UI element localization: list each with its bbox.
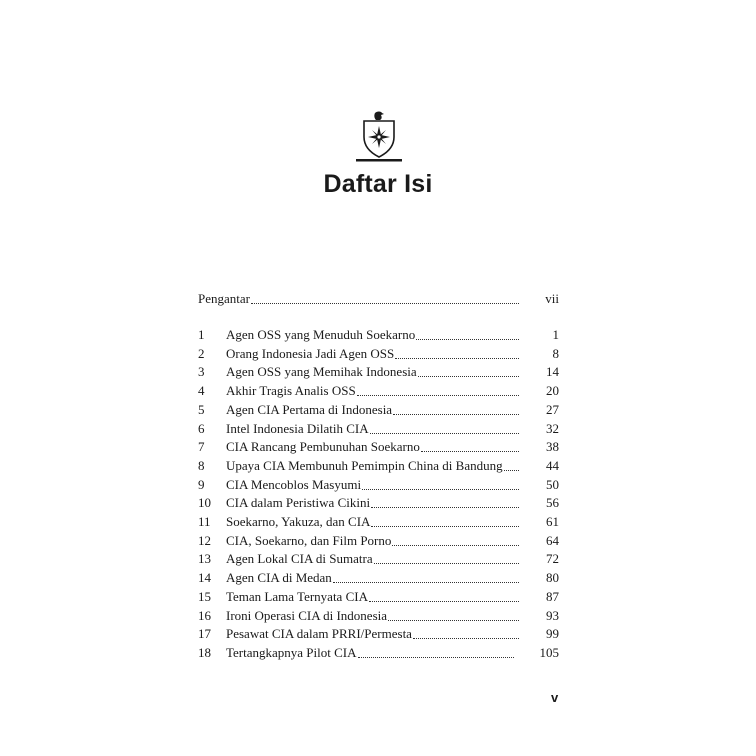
chapter-page: 38 xyxy=(546,439,559,455)
dot-leader xyxy=(413,638,519,639)
chapter-title: Upaya CIA Membunuh Pemimpin China di Bandung xyxy=(226,457,503,473)
chapter-page: 8 xyxy=(552,345,559,361)
chapter-title: Agen OSS yang Menuduh Soekarno xyxy=(226,327,416,342)
chapter-number: 17 xyxy=(198,626,211,642)
dot-leader xyxy=(371,507,519,508)
dot-leader xyxy=(374,563,519,564)
chapter-page: 80 xyxy=(546,570,559,586)
dot-leader xyxy=(392,545,519,546)
chapter-title: Agen Lokal CIA di Sumatra xyxy=(226,551,373,567)
chapter-title: Tertangkapnya Pilot CIA xyxy=(226,644,357,660)
toc-row xyxy=(198,476,559,494)
chapter-number: 10 xyxy=(198,495,211,511)
chapter-page: 61 xyxy=(546,514,559,529)
chapter-title: Intel Indonesia Dilatih CIA xyxy=(226,420,369,436)
toc-row xyxy=(198,513,559,531)
chapter-number: 11 xyxy=(198,514,211,529)
chapter-page: 56 xyxy=(546,495,559,511)
page-number: v xyxy=(551,690,559,705)
toc-row xyxy=(198,363,559,381)
preface-page: vii xyxy=(545,291,559,306)
toc-row xyxy=(198,382,559,400)
toc-row xyxy=(198,569,559,587)
dot-leader xyxy=(371,526,519,527)
toc-row xyxy=(198,326,559,344)
eagle-shield-emblem-icon xyxy=(356,110,402,162)
dot-leader xyxy=(395,358,519,359)
toc-row xyxy=(198,532,559,550)
chapter-number: 4 xyxy=(198,383,205,399)
toc-row xyxy=(198,494,559,512)
toc-row xyxy=(198,401,559,419)
toc-row xyxy=(198,345,559,363)
chapter-title: Ironi Operasi CIA di Indonesia xyxy=(226,607,388,623)
chapter-number: 8 xyxy=(198,457,205,473)
chapter-title: Orang Indonesia Jadi Agen OSS xyxy=(226,345,395,361)
chapter-title: Agen CIA Pertama di Indonesia xyxy=(226,401,393,417)
chapter-title: Akhir Tragis Analis OSS xyxy=(226,383,356,399)
chapter-number: 2 xyxy=(198,345,205,361)
chapter-page: 99 xyxy=(546,626,559,642)
chapter-title: CIA dalam Peristiwa Cikini xyxy=(226,495,371,511)
dot-leader xyxy=(362,489,519,490)
toc-row xyxy=(198,644,559,662)
toc-row xyxy=(198,625,559,643)
chapter-page: 1 xyxy=(552,327,559,342)
toc-row xyxy=(198,588,559,606)
toc-row xyxy=(198,438,559,456)
chapter-page: 64 xyxy=(546,532,559,548)
dot-leader xyxy=(416,339,519,340)
dot-leader xyxy=(418,376,519,377)
chapter-number: 12 xyxy=(198,532,211,548)
chapter-title: CIA, Soekarno, dan Film Porno xyxy=(226,532,392,548)
chapter-title: Pesawat CIA dalam PRRI/Permesta xyxy=(226,626,412,642)
chapter-number: 5 xyxy=(198,401,205,417)
chapter-number: 14 xyxy=(198,570,211,586)
chapter-page: 20 xyxy=(546,383,559,399)
dot-leader xyxy=(393,414,519,415)
toc-row xyxy=(198,550,559,568)
chapter-title: Soekarno, Yakuza, dan CIA xyxy=(226,514,371,529)
chapter-page: 50 xyxy=(546,476,559,492)
chapter-number: 1 xyxy=(198,327,205,342)
chapter-page: 105 xyxy=(539,644,559,660)
chapter-number: 6 xyxy=(198,420,205,436)
chapter-page: 72 xyxy=(546,551,559,567)
page-title: Daftar Isi xyxy=(323,170,433,198)
toc-row xyxy=(198,457,559,475)
chapter-page: 32 xyxy=(546,420,559,436)
chapter-title: CIA Rancang Pembunuhan Soekarno xyxy=(226,439,420,455)
chapter-title: Teman Lama Ternyata CIA xyxy=(226,588,368,604)
chapter-title: CIA Mencoblos Masyumi xyxy=(226,476,362,492)
toc-row-preface xyxy=(198,290,559,308)
dot-leader xyxy=(357,395,519,396)
toc-row xyxy=(198,420,559,438)
chapter-title: Agen CIA di Medan xyxy=(226,570,332,586)
chapter-page: 44 xyxy=(546,457,559,473)
dot-leader xyxy=(333,582,519,583)
dot-leader xyxy=(370,433,519,434)
chapter-page: 87 xyxy=(546,588,559,604)
chapter-number: 16 xyxy=(198,607,211,623)
chapter-number: 9 xyxy=(198,476,205,492)
toc-row xyxy=(198,607,559,625)
dot-leader xyxy=(369,601,519,602)
chapter-number: 7 xyxy=(198,439,205,455)
dot-leader xyxy=(388,620,519,621)
dot-leader xyxy=(421,451,519,452)
dot-leader xyxy=(504,470,519,471)
chapter-number: 13 xyxy=(198,551,211,567)
preface-label: Pengantar xyxy=(198,291,250,306)
chapter-number: 18 xyxy=(198,644,211,660)
dot-leader xyxy=(358,657,514,658)
chapter-title: Agen OSS yang Memihak Indonesia xyxy=(226,364,417,380)
chapter-page: 14 xyxy=(546,364,559,380)
chapter-page: 93 xyxy=(546,607,559,623)
chapter-number: 3 xyxy=(198,364,205,380)
chapter-page: 27 xyxy=(546,401,559,417)
dot-leader xyxy=(251,303,519,304)
chapter-number: 15 xyxy=(198,588,211,604)
